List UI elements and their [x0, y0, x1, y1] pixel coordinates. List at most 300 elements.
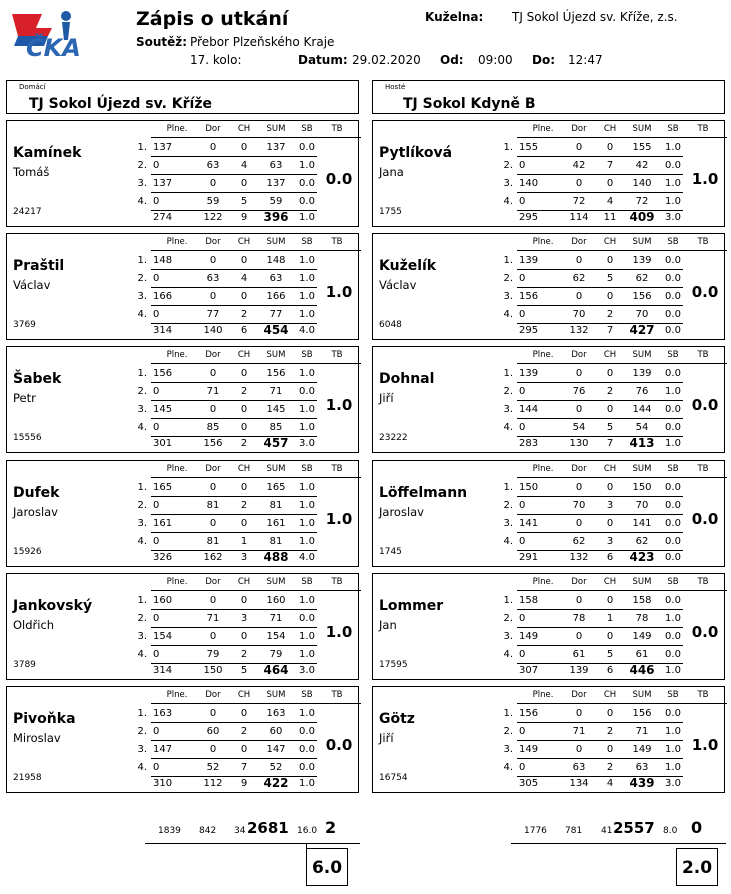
cell-dor: 78: [572, 612, 586, 624]
player-reg-number: 17595: [379, 659, 408, 670]
cell-ch: 2: [240, 726, 248, 737]
total-sum: 446: [629, 662, 655, 677]
cell-sb: 0.0: [665, 291, 681, 303]
cell-sb: 0.0: [665, 368, 681, 380]
total-plne: 274: [153, 212, 173, 223]
home-total-plne: 1839: [158, 826, 181, 836]
total-dor: 134: [569, 778, 589, 789]
player-firstname: Jan: [379, 617, 397, 632]
cell-sum: 139: [632, 368, 652, 380]
cell-ch: 0: [240, 422, 248, 434]
column-header-plne: Plne.: [532, 576, 554, 587]
player-surname: Lommer: [379, 597, 444, 614]
away-total-tb: 0: [691, 818, 703, 837]
header-rule: [517, 250, 727, 251]
cell-plne: 0: [519, 535, 526, 547]
total-sum: 464: [263, 662, 289, 677]
column-header-dor: Dor: [571, 124, 587, 134]
cell-sb: 1.0: [299, 368, 315, 380]
column-header-dor: Dor: [205, 124, 221, 134]
row-rule: [151, 287, 317, 288]
player-tb: 1.0: [325, 509, 353, 528]
cell-plne: 137: [153, 178, 173, 189]
cell-plne: 139: [519, 368, 539, 380]
cell-ch: 0: [606, 517, 614, 529]
cell-plne: 156: [153, 368, 173, 380]
player-firstname: Oldřich: [13, 617, 55, 632]
player-surname: Kuželík: [379, 258, 437, 275]
player-surname: Dohnal: [379, 371, 435, 388]
total-dor: 112: [203, 778, 223, 789]
cell-plne: 0: [153, 273, 160, 285]
home-player-card: [6, 460, 359, 567]
cell-sum: 71: [269, 612, 283, 624]
cell-sb: 0.0: [665, 309, 681, 321]
player-surname: Dufek: [13, 484, 60, 501]
column-header-sum: SUM: [266, 690, 286, 700]
row-rule: [151, 532, 317, 533]
home-player-card: [6, 120, 359, 227]
header-rule: [151, 590, 361, 591]
cell-ch: 4: [240, 273, 248, 285]
home-player-card: [6, 573, 359, 680]
cell-plne: 0: [153, 386, 160, 398]
column-header-ch: CH: [237, 690, 251, 700]
cell-dor: 0: [209, 404, 217, 416]
column-header-plne: Plne.: [166, 350, 188, 361]
row-rule: [151, 418, 317, 419]
row-rule: [517, 418, 683, 419]
cell-sum: 140: [632, 178, 652, 189]
total-plne: 301: [153, 438, 173, 450]
away-side-label: Hosté: [385, 83, 406, 91]
cell-plne: 0: [519, 499, 526, 511]
cell-dor: 0: [209, 744, 217, 755]
row-rule: [517, 400, 683, 401]
cell-dor: 62: [572, 273, 586, 285]
page-title: Zápis o utkání: [136, 8, 289, 30]
column-header-sum: SUM: [632, 463, 652, 474]
cell-plne: 139: [519, 255, 539, 267]
throw-number: 2.: [503, 726, 513, 737]
cell-dor: 0: [209, 368, 217, 380]
row-rule: [517, 758, 683, 759]
column-header-sb: SB: [667, 124, 679, 134]
cell-sum: 144: [632, 404, 652, 416]
player-reg-number: 1755: [379, 207, 402, 217]
cell-dor: 0: [575, 142, 583, 153]
away-player-card: [372, 573, 725, 680]
total-plne: 283: [519, 438, 539, 450]
cell-sum: 79: [269, 648, 283, 660]
cell-ch: 0: [606, 178, 614, 189]
cell-sum: 62: [635, 535, 649, 547]
throw-number: 1.: [503, 368, 513, 380]
column-header-sb: SB: [667, 690, 679, 700]
total-dor: 139: [569, 664, 589, 676]
cell-sum: 63: [269, 273, 283, 285]
cell-plne: 0: [153, 612, 160, 624]
total-ch: 7: [606, 438, 614, 450]
cell-plne: 0: [519, 386, 526, 398]
player-surname: Pytlíková: [379, 145, 453, 161]
cell-sb: 1.0: [299, 309, 315, 321]
cell-dor: 0: [575, 255, 583, 267]
throw-number: 2.: [137, 273, 147, 285]
row-rule: [517, 645, 683, 646]
away-player-card: [372, 460, 725, 567]
cell-plne: 0: [153, 535, 160, 547]
column-header-tb: TB: [331, 463, 343, 474]
cell-plne: 144: [519, 404, 539, 416]
column-header-plne: Plne.: [166, 124, 188, 134]
throw-number: 1.: [503, 594, 513, 606]
throw-number: 2.: [503, 386, 513, 398]
cell-sum: 72: [635, 196, 649, 207]
row-rule: [517, 305, 683, 306]
cell-sum: 139: [632, 255, 652, 267]
column-header-sum: SUM: [266, 463, 286, 474]
cell-ch: 3: [240, 612, 248, 624]
total-sum: 396: [263, 210, 289, 224]
cell-ch: 1: [240, 535, 248, 547]
cell-ch: 4: [606, 196, 614, 207]
cell-ch: 1: [606, 612, 614, 624]
cell-sb: 1.0: [299, 273, 315, 285]
cell-sb: 0.0: [299, 386, 315, 398]
header-rule: [517, 137, 727, 138]
cell-ch: 7: [606, 160, 614, 171]
cell-ch: 0: [606, 255, 614, 267]
cell-sum: 156: [266, 368, 286, 380]
header-rule: [151, 703, 361, 704]
cell-sum: 81: [269, 499, 283, 511]
away-total-sb: 8.0: [663, 826, 678, 836]
cell-ch: 2: [240, 386, 248, 398]
cell-sum: 71: [269, 386, 283, 398]
total-dor: 132: [569, 325, 589, 337]
cell-sum: 156: [632, 291, 652, 303]
cell-ch: 0: [240, 517, 248, 529]
cell-sb: 1.0: [299, 708, 315, 719]
total-plne: 326: [153, 551, 173, 563]
column-header-sum: SUM: [266, 576, 286, 587]
cell-dor: 79: [206, 648, 220, 660]
cell-sum: 147: [266, 744, 286, 755]
row-rule: [151, 609, 317, 610]
cell-sum: 52: [269, 762, 283, 773]
cell-plne: 149: [519, 630, 539, 642]
total-sum: 454: [263, 323, 289, 338]
player-firstname: Tomáš: [13, 165, 50, 179]
cell-dor: 0: [209, 594, 217, 606]
total-dor: 150: [203, 664, 223, 676]
total-ch: 7: [606, 325, 614, 337]
total-ch: 2: [240, 438, 248, 450]
cell-sb: 1.0: [665, 178, 681, 189]
throw-number: 3.: [137, 517, 147, 529]
cell-ch: 0: [606, 744, 614, 755]
row-rule: [151, 305, 317, 306]
cell-ch: 0: [240, 594, 248, 606]
throw-number: 2.: [137, 726, 147, 737]
player-reg-number: 23222: [379, 433, 408, 444]
cell-sum: 85: [269, 422, 283, 434]
total-sum: 427: [629, 323, 655, 338]
total-plne: 307: [519, 664, 539, 676]
column-header-sb: SB: [301, 690, 313, 700]
throw-number: 4.: [137, 762, 147, 773]
column-header-plne: Plne.: [532, 124, 554, 134]
player-reg-number: 21958: [13, 773, 42, 783]
cell-dor: 85: [206, 422, 220, 434]
throw-number: 1.: [137, 481, 147, 493]
total-sb: 3.0: [665, 778, 681, 789]
cell-ch: 0: [240, 708, 248, 719]
cell-sum: 77: [269, 309, 283, 321]
throw-number: 1.: [137, 142, 147, 153]
player-tb: 1.0: [691, 736, 719, 754]
player-firstname: Miroslav: [13, 731, 61, 745]
cell-plne: 0: [519, 648, 526, 660]
throw-number: 2.: [503, 160, 513, 171]
cell-plne: 0: [153, 648, 160, 660]
player-reg-number: 6048: [379, 320, 402, 331]
total-dor: 114: [569, 212, 589, 223]
cell-ch: 0: [606, 404, 614, 416]
cell-ch: 4: [240, 160, 248, 171]
column-header-dor: Dor: [205, 237, 221, 248]
cell-sum: 158: [632, 594, 652, 606]
total-ch: 5: [240, 664, 248, 676]
cell-dor: 60: [206, 726, 220, 737]
cell-sb: 1.0: [299, 422, 315, 434]
home-final-score: 6.0: [306, 848, 348, 886]
cell-dor: 0: [575, 630, 583, 642]
cell-sb: 1.0: [299, 535, 315, 547]
row-rule: [151, 496, 317, 497]
cell-dor: 0: [575, 178, 583, 189]
cell-plne: 161: [153, 517, 173, 529]
cell-ch: 0: [240, 255, 248, 267]
cell-plne: 158: [519, 594, 539, 606]
throw-number: 2.: [137, 160, 147, 171]
column-header-plne: Plne.: [166, 463, 188, 474]
total-ch: 9: [240, 778, 248, 789]
player-firstname: Jiří: [379, 391, 394, 406]
player-surname: Götz: [379, 711, 415, 727]
player-surname: Šabek: [13, 371, 62, 388]
cell-sum: 137: [266, 178, 286, 189]
player-tb: 1.0: [325, 396, 353, 415]
column-header-plne: Plne.: [532, 237, 554, 248]
throw-number: 1.: [137, 368, 147, 380]
player-firstname: Petr: [13, 391, 36, 406]
cell-dor: 0: [209, 630, 217, 642]
cell-sb: 0.0: [665, 499, 681, 511]
cell-sb: 1.0: [665, 196, 681, 207]
cell-dor: 0: [209, 517, 217, 529]
cell-plne: 0: [153, 196, 160, 207]
header-rule: [517, 703, 727, 704]
column-header-dor: Dor: [205, 690, 221, 700]
cell-sum: 163: [266, 708, 286, 719]
row-rule: [151, 627, 317, 628]
column-header-plne: Plne.: [166, 237, 188, 248]
cell-ch: 2: [240, 309, 248, 321]
cell-ch: 0: [240, 178, 248, 189]
cell-plne: 140: [519, 178, 539, 189]
cell-plne: 0: [153, 499, 160, 511]
player-tb: 1.0: [691, 170, 719, 188]
column-header-dor: Dor: [571, 237, 587, 248]
column-header-sum: SUM: [632, 237, 652, 248]
cell-dor: 0: [209, 255, 217, 267]
total-sb: 0.0: [665, 325, 681, 337]
throw-number: 2.: [503, 499, 513, 511]
kuzelna-value: TJ Sokol Újezd sv. Kříže, z.s.: [512, 10, 678, 24]
throw-number: 3.: [137, 744, 147, 755]
cell-sb: 0.0: [665, 708, 681, 719]
cell-sum: 70: [635, 309, 649, 321]
column-header-ch: CH: [237, 237, 251, 248]
cell-sum: 81: [269, 535, 283, 547]
cell-sum: 60: [269, 726, 283, 737]
column-header-dor: Dor: [205, 576, 221, 587]
cell-ch: 5: [606, 648, 614, 660]
player-reg-number: 3789: [13, 659, 36, 670]
header-rule: [517, 477, 727, 478]
cell-sum: 149: [632, 744, 652, 755]
cell-ch: 0: [240, 404, 248, 416]
cell-plne: 0: [153, 762, 160, 773]
away-player-card: [372, 686, 725, 793]
cell-sb: 0.0: [299, 142, 315, 153]
cell-plne: 0: [519, 726, 526, 737]
total-plne: 295: [519, 212, 539, 223]
cell-sum: 137: [266, 142, 286, 153]
cell-ch: 5: [606, 273, 614, 285]
throw-number: 3.: [503, 404, 513, 416]
cell-dor: 0: [575, 481, 583, 493]
home-total-ch: 34: [234, 826, 246, 836]
cell-dor: 0: [209, 142, 217, 153]
cell-sb: 1.0: [299, 630, 315, 642]
cell-plne: 148: [153, 255, 173, 267]
home-team-name: TJ Sokol Újezd sv. Kříže: [29, 96, 212, 112]
throw-number: 4.: [503, 762, 513, 773]
total-plne: 310: [153, 778, 173, 789]
total-sum: 413: [629, 436, 655, 451]
cell-sb: 1.0: [665, 612, 681, 624]
throw-number: 3.: [137, 178, 147, 189]
cell-sum: 42: [635, 160, 649, 171]
cell-plne: 156: [519, 708, 539, 719]
cell-sum: 70: [635, 499, 649, 511]
throw-number: 1.: [503, 708, 513, 719]
home-total-dor: 842: [199, 826, 217, 836]
cell-plne: 147: [153, 744, 173, 755]
away-player-card: [372, 233, 725, 340]
total-sum: 457: [263, 436, 289, 451]
cell-sb: 0.0: [299, 196, 315, 207]
cell-plne: 0: [153, 726, 160, 737]
cell-ch: 3: [606, 499, 614, 511]
column-header-plne: Plne.: [166, 576, 188, 587]
cell-dor: 52: [206, 762, 220, 773]
cell-sb: 0.0: [299, 744, 315, 755]
throw-number: 4.: [503, 196, 513, 207]
cell-plne: 0: [519, 196, 526, 207]
player-tb: 0.0: [325, 170, 353, 188]
throw-number: 3.: [503, 291, 513, 303]
total-dor: 122: [203, 212, 223, 223]
cell-plne: 163: [153, 708, 173, 719]
header-rule: [151, 477, 361, 478]
cell-dor: 63: [572, 762, 586, 773]
cell-sb: 1.0: [299, 594, 315, 606]
cell-sum: 166: [266, 291, 286, 303]
cell-ch: 3: [606, 535, 614, 547]
cell-dor: 0: [575, 744, 583, 755]
column-header-sum: SUM: [632, 690, 652, 700]
throw-number: 2.: [137, 386, 147, 398]
cell-sum: 160: [266, 594, 286, 606]
column-header-ch: CH: [603, 576, 617, 587]
cell-dor: 0: [575, 708, 583, 719]
cell-sb: 1.0: [665, 386, 681, 398]
datum-value: 29.02.2020: [352, 53, 421, 67]
column-header-ch: CH: [237, 576, 251, 587]
throw-number: 1.: [137, 708, 147, 719]
cell-plne: 155: [519, 142, 539, 153]
total-dor: 132: [569, 551, 589, 563]
kuzelna-label: Kuželna:: [425, 10, 484, 24]
player-firstname: Jiří: [379, 731, 394, 745]
column-header-tb: TB: [697, 350, 709, 361]
cell-plne: 0: [519, 422, 526, 434]
player-reg-number: 16754: [379, 773, 408, 783]
logo-text: ČKA: [26, 34, 81, 60]
cell-plne: 165: [153, 481, 173, 493]
total-sum: 423: [629, 549, 655, 564]
cell-ch: 0: [606, 708, 614, 719]
column-header-dor: Dor: [205, 350, 221, 361]
cell-sb: 1.0: [299, 160, 315, 171]
total-ch: 9: [240, 212, 248, 223]
cell-sb: 1.0: [665, 762, 681, 773]
cell-plne: 0: [153, 160, 160, 171]
cell-dor: 0: [209, 291, 217, 303]
cell-plne: 150: [519, 481, 539, 493]
column-header-tb: TB: [331, 124, 343, 134]
cell-plne: 166: [153, 291, 173, 303]
row-rule: [517, 496, 683, 497]
column-header-tb: TB: [697, 124, 709, 134]
cell-dor: 0: [575, 517, 583, 529]
throw-number: 4.: [503, 309, 513, 321]
cell-dor: 59: [206, 196, 220, 207]
total-plne: 314: [153, 325, 173, 337]
cell-sb: 1.0: [299, 291, 315, 303]
total-sum: 409: [629, 210, 655, 224]
cell-sb: 0.0: [299, 612, 315, 624]
away-total-sum: 2557: [613, 819, 655, 837]
column-header-sum: SUM: [632, 124, 652, 134]
column-header-dor: Dor: [571, 576, 587, 587]
cell-ch: 2: [606, 726, 614, 737]
total-ch: 11: [603, 212, 617, 223]
